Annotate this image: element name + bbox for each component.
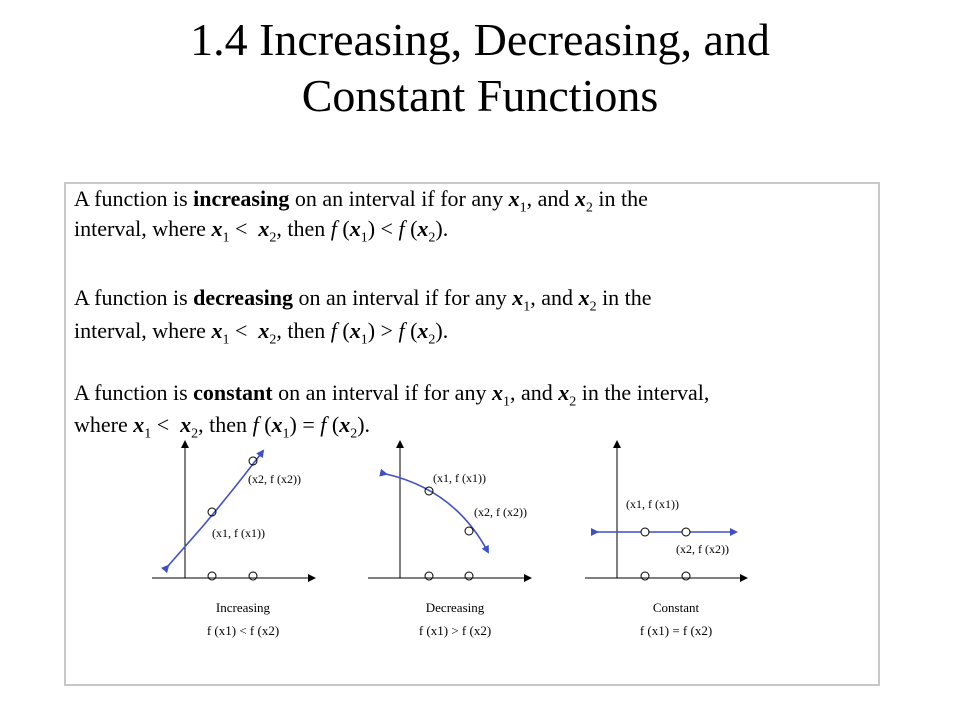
x2-marker xyxy=(682,572,690,580)
definition-constant-line1: A function is constant on an interval if for any $x_1$, and $x_2$ in the interval, xyxy=(74,380,710,410)
x1-marker xyxy=(425,572,433,580)
title-line-2: Constant Functions xyxy=(301,70,659,121)
point-1 xyxy=(641,528,649,536)
decreasing-curve xyxy=(386,474,488,552)
graph-constant xyxy=(585,442,746,638)
graph-relation: f (x1) = f (x2) xyxy=(639,623,713,638)
point-2-label: (x2, f (x2)) xyxy=(676,542,729,556)
graph-caption: Increasing xyxy=(215,600,271,615)
increasing-curve xyxy=(168,451,263,566)
point-1-label: (x1, f (x1)) xyxy=(212,526,265,540)
term-constant: constant xyxy=(193,380,273,405)
point-2 xyxy=(682,528,690,536)
point-1-label: (x1, f (x1)) xyxy=(433,471,486,485)
definition-decreasing-line1: A function is decreasing on an interval if for any $x_1$, and $x_2$ in the xyxy=(74,285,652,315)
term-increasing: increasing xyxy=(193,186,290,211)
point-2-label: (x2, f (x2)) xyxy=(248,472,301,486)
graph-relation: f (x1) > f (x2) xyxy=(418,623,492,638)
definition-increasing-line1: A function is increasing on an interval if for any $x_1$, and $x_2$ in the xyxy=(74,186,648,216)
graph-caption: Constant xyxy=(652,600,700,615)
point-2 xyxy=(465,527,473,535)
definition-decreasing-line2: interval, where $x_1 < x_2$, then f $(x_1) > f$ $(x_2)$. xyxy=(74,318,449,348)
graph-increasing xyxy=(152,442,314,638)
definition-increasing-line2: interval, where $x_1 < x_2$, then f $(x_1) < f$ $(x_2)$. xyxy=(74,216,449,246)
graph-caption: Decreasing xyxy=(425,600,485,615)
x1-marker xyxy=(208,572,216,580)
point-2-label: (x2, f (x2)) xyxy=(474,505,527,519)
x2-marker xyxy=(465,572,473,580)
term-decreasing: decreasing xyxy=(193,285,293,310)
definition-constant-line2: where $x_1 < x_2$, then f $(x_1) = f$ $(x_2)$. xyxy=(74,412,371,442)
x1-marker xyxy=(641,572,649,580)
point-1-label: (x1, f (x1)) xyxy=(626,497,679,511)
graph-decreasing xyxy=(368,442,530,638)
x2-marker xyxy=(249,572,257,580)
title-line-1: 1.4 Increasing, Decreasing, and xyxy=(190,14,770,65)
graph-relation: f (x1) < f (x2) xyxy=(206,623,280,638)
